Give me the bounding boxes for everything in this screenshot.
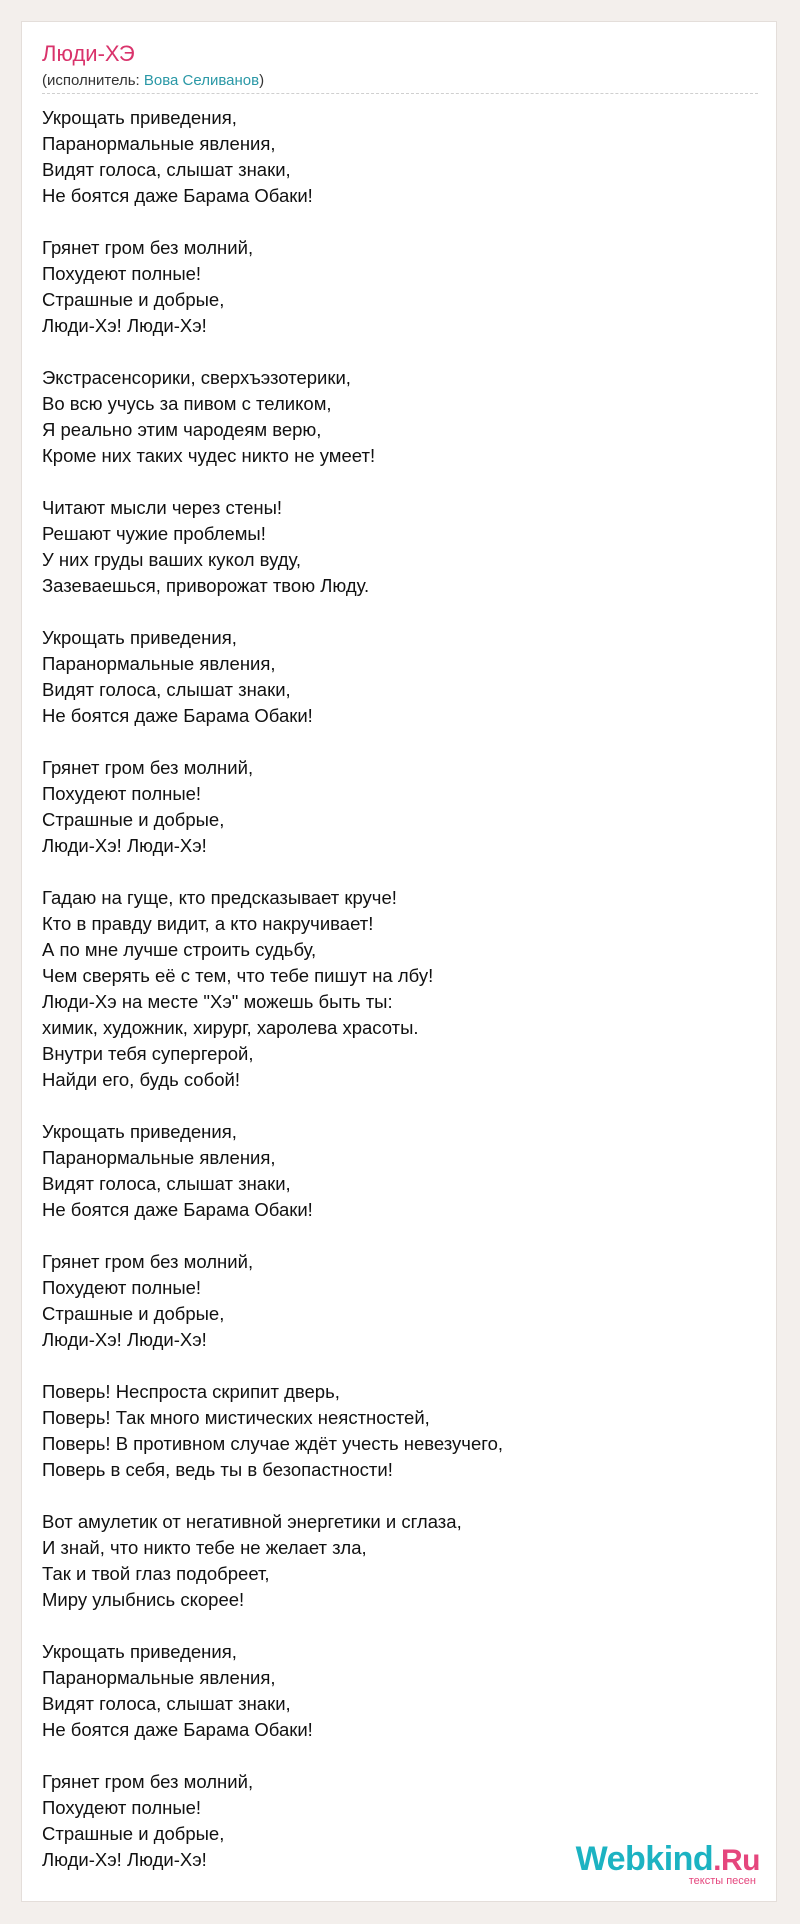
- artist-line: [42, 72, 264, 90]
- lyrics-line: Поверь! Так много мистических неястностей,: [42, 1407, 430, 1428]
- title-divider: [42, 93, 758, 94]
- lyrics-text: [42, 105, 742, 1899]
- lyrics-line: Кроме них таких чудес никто не умеет!: [42, 445, 376, 466]
- lyrics-line: Не боятся даже Барама Обаки!: [42, 705, 313, 726]
- lyrics-stanza: [42, 495, 742, 599]
- lyrics-stanza: [42, 105, 742, 209]
- lyrics-line: Видят голоса, слышат знаки,: [42, 159, 291, 180]
- lyrics-line: Грянет гром без молний,: [42, 757, 254, 778]
- lyrics-stanza: [42, 755, 742, 859]
- lyrics-stanza: [42, 625, 742, 729]
- lyrics-line: Видят голоса, слышат знаки,: [42, 1693, 291, 1714]
- artist-suffix: ): [259, 72, 265, 89]
- lyrics-line: Грянет гром без молний,: [42, 1771, 254, 1792]
- lyrics-line: Люди-Хэ! Люди-Хэ!: [42, 1329, 207, 1350]
- lyrics-line: Решают чужие проблемы!: [42, 523, 266, 544]
- lyrics-line: У них груды ваших кукол вуду,: [42, 549, 302, 570]
- lyrics-line: Страшные и добрые,: [42, 1823, 225, 1844]
- lyrics-line: Кто в правду видит, а кто накручивает!: [42, 913, 374, 934]
- lyrics-line: Видят голоса, слышат знаки,: [42, 1173, 291, 1194]
- song-title: Люди-ХЭ: [42, 41, 135, 66]
- lyrics-line: Похудеют полные!: [42, 263, 202, 284]
- lyrics-line: Грянет гром без молний,: [42, 237, 254, 258]
- lyrics-line: Зазеваешься, приворожат твою Люду.: [42, 575, 370, 596]
- lyrics-line: химик, художник, хирург, харолева храсоты.: [42, 1017, 419, 1038]
- lyrics-line: Похудеют полные!: [42, 783, 202, 804]
- lyrics-line: Поверь в себя, ведь ты в безопастности!: [42, 1459, 393, 1480]
- lyrics-line: Миру улыбнись скорее!: [42, 1589, 245, 1610]
- lyrics-line: Гадаю на гуще, кто предсказывает круче!: [42, 887, 397, 908]
- lyrics-line: Паранормальные явления,: [42, 1667, 276, 1688]
- lyrics-line: Вот амулетик от негативной энергетики и сглаза,: [42, 1511, 462, 1532]
- lyrics-line: Страшные и добрые,: [42, 289, 225, 310]
- lyrics-line: Поверь! Неспроста скрипит дверь,: [42, 1381, 340, 1402]
- lyrics-line: Укрощать приведения,: [42, 107, 237, 128]
- lyrics-line: Экстрасенсорики, сверхъэзотерики,: [42, 367, 351, 388]
- logo-ru-text: .Ru: [713, 1844, 760, 1877]
- lyrics-line: Люди-Хэ на месте "Хэ" можешь быть ты:: [42, 991, 393, 1012]
- lyrics-line: Чем сверять её с тем, что тебе пишут на лбу!: [42, 965, 434, 986]
- lyrics-line: Паранормальные явления,: [42, 1147, 276, 1168]
- lyrics-stanza: [42, 1119, 742, 1223]
- lyrics-line: Я реально этим чародеям верю,: [42, 419, 322, 440]
- lyrics-stanza: [42, 235, 742, 339]
- lyrics-line: Паранормальные явления,: [42, 653, 276, 674]
- lyrics-line: Похудеют полные!: [42, 1797, 202, 1818]
- lyrics-line: Похудеют полные!: [42, 1277, 202, 1298]
- lyrics-line: Внутри тебя супергерой,: [42, 1043, 254, 1064]
- lyrics-stanza: [42, 365, 742, 469]
- lyrics-line: А по мне лучше строить судьбу,: [42, 939, 317, 960]
- lyrics-stanza: [42, 1249, 742, 1353]
- lyrics-stanza: [42, 1509, 742, 1613]
- lyrics-stanza: [42, 885, 742, 1093]
- lyrics-line: Страшные и добрые,: [42, 809, 225, 830]
- lyrics-line: Укрощать приведения,: [42, 627, 237, 648]
- lyrics-line: Грянет гром без молний,: [42, 1251, 254, 1272]
- lyrics-line: Страшные и добрые,: [42, 1303, 225, 1324]
- lyrics-line: Паранормальные явления,: [42, 133, 276, 154]
- lyrics-line: Найди его, будь собой!: [42, 1069, 240, 1090]
- lyrics-line: И знай, что никто тебе не желает зла,: [42, 1537, 367, 1558]
- artist-prefix: (исполнитель:: [42, 72, 144, 89]
- logo-wordmark: [576, 1842, 760, 1878]
- lyrics-line: Не боятся даже Барама Обаки!: [42, 1719, 313, 1740]
- lyrics-line: Так и твой глаз подобреет,: [42, 1563, 270, 1584]
- lyrics-line: Укрощать приведения,: [42, 1121, 237, 1142]
- logo-web-text: Webkind: [575, 1840, 714, 1878]
- lyrics-card: [21, 21, 777, 1902]
- logo-subtitle: тексты песен: [688, 1875, 756, 1887]
- lyrics-line: Люди-Хэ! Люди-Хэ!: [42, 1849, 207, 1870]
- lyrics-line: Во всю учусь за пивом с теликом,: [42, 393, 332, 414]
- lyrics-line: Видят голоса, слышат знаки,: [42, 679, 291, 700]
- lyrics-line: Люди-Хэ! Люди-Хэ!: [42, 315, 207, 336]
- lyrics-line: Укрощать приведения,: [42, 1641, 237, 1662]
- lyrics-line: Люди-Хэ! Люди-Хэ!: [42, 835, 207, 856]
- site-logo[interactable]: [576, 1842, 760, 1887]
- lyrics-line: Читают мысли через стены!: [42, 497, 283, 518]
- lyrics-line: Не боятся даже Барама Обаки!: [42, 1199, 313, 1220]
- lyrics-line: Не боятся даже Барама Обаки!: [42, 185, 313, 206]
- artist-link[interactable]: Вова Селиванов: [143, 72, 260, 89]
- lyrics-stanza: [42, 1639, 742, 1743]
- lyrics-line: Поверь! В противном случае ждёт учесть невезучего,: [42, 1433, 504, 1454]
- lyrics-stanza: [42, 1379, 742, 1483]
